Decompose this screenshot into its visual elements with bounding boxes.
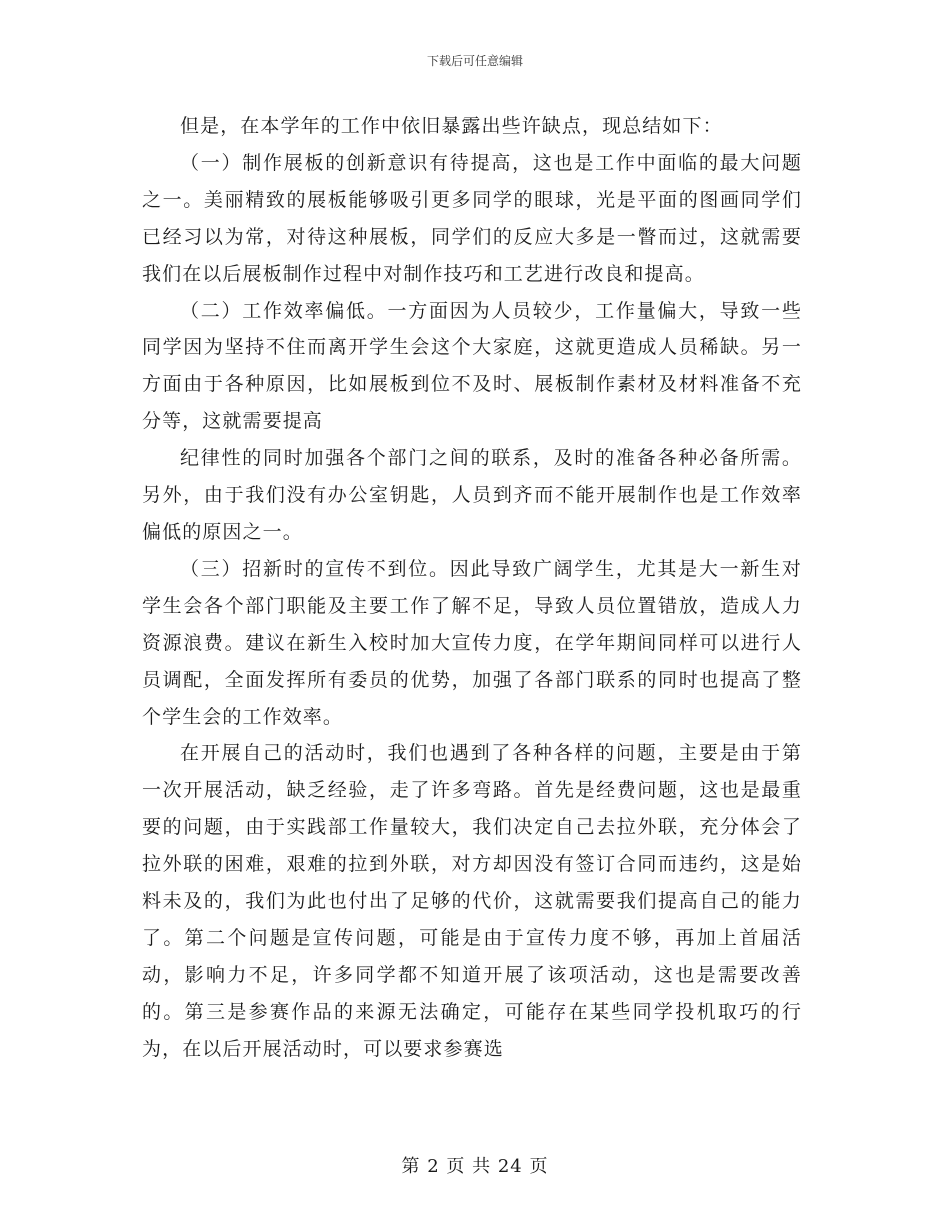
- paragraph-point-2: （二）工作效率偏低。一方面因为人员较少，工作量偏大，导致一些同学因为坚持不住而离开学生会这个大家庭，这就更造成人员稀缺。另一方面由于各种原因，比如展板到位不及时、展板制作素材及材料准备不充分等，这就需要提高: [142, 299, 802, 433]
- paragraph-point-2-continued: 纪律性的同时加强各个部门之间的联系，及时的准备各种必备所需。另外，由于我们没有办公室钥匙，人员到齐而不能开展制作也是工作效率偏低的原因之一。: [142, 447, 802, 543]
- page-header: 下载后可任意编辑: [426, 54, 523, 68]
- page-footer: 第 2 页 共 24 页: [401, 1156, 549, 1177]
- paragraph-point-1: （一）制作展板的创新意识有待提高，这也是工作中面临的最大问题之一。美丽精致的展板能够吸引更多同学的眼球，光是平面的图画同学们已经习以为常，对待这种展板，同学们的反应大多是一瞥而过，这就需要我们在以后展板制作过程中对制作技巧和工艺进行改良和提高。: [142, 151, 802, 285]
- paragraph-point-3: （三）招新时的宣传不到位。因此导致广阔学生，尤其是大一新生对学生会各个部门职能及主要工作了解不足，导致人员位置错放，造成人力资源浪费。建议在新生入校时加大宣传力度，在学年期间同样可以进行人员调配，全面发挥所有委员的优势，加强了各部门联系的同时也提高了整个学生会的工作效率。: [142, 557, 802, 728]
- paragraph-activities: 在开展自己的活动时，我们也遇到了各种各样的问题，主要是由于第一次开展活动，缺乏经验，走了许多弯路。首先是经费问题，这也是最重要的问题，由于实践部工作量较大，我们决定自己去拉外联，充分体会了拉外联的困难，艰难的拉到外联，对方却因没有签订合同而违约，这是始料未及的，我们为此也付出了足够的代价，这就需要我们提高自己的能力了。第二个问题是宣传问题，可能是由于宣传力度不够，再加上首届活动，影响力不足，许多同学都不知道开展了该项活动，这也是需要改善的。第三是参赛作品的来源无法确定，可能存在某些同学投机取巧的行为，在以后开展活动时，可以要求参赛选: [142, 742, 802, 1060]
- document-body: [142, 108, 802, 1068]
- paragraph-intro: 但是，在本学年的工作中依旧暴露出些许缺点，现总结如下：: [180, 115, 723, 137]
